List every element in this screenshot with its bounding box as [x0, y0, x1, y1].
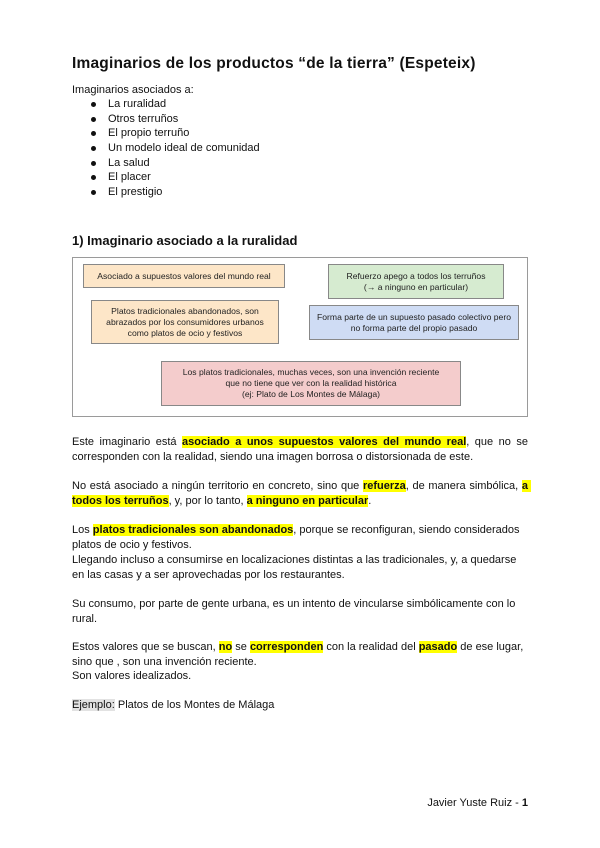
highlighted-text: asociado a unos supuestos valores del mundo real: [182, 436, 467, 448]
diagram-box-text: Refuerzo apego a todos los terruños: [346, 270, 486, 281]
highlighted-text: a ninguno en particular: [246, 495, 369, 507]
list-item: El prestigio: [72, 185, 260, 200]
paragraph-3: [72, 523, 528, 553]
diagram-box-valores: [83, 264, 285, 288]
imaginarios-list: [72, 97, 260, 200]
diagram-box-text: Platos tradicionales abandonados, son abrazados por los consumidores urbanos como platos de ocio y festivos: [106, 305, 264, 338]
text-run: Este imaginario está: [72, 436, 183, 448]
text-run: con la realidad del: [323, 641, 419, 653]
highlighted-text: pasado: [418, 641, 458, 653]
diagram-box-text: (→ a ninguno en particular): [363, 281, 469, 292]
diagram-box-pasado: [309, 305, 519, 340]
page-number: 1: [521, 797, 528, 809]
text-run: , de manera simbólica,: [405, 480, 522, 492]
diagram-box-text: Los platos tradicionales, muchas veces, son una invención reciente: [182, 367, 440, 377]
text-run: .: [368, 495, 372, 507]
list-item: La salud: [72, 156, 260, 171]
footer-author: Javier Yuste Ruiz -: [427, 797, 522, 809]
diagram-box-text: Forma parte de un supuesto pasado colectivo pero no forma parte del propio pasado: [317, 311, 511, 333]
highlighted-text: platos tradicionales son abandonados: [92, 524, 294, 536]
intro-text: Imaginarios asociados a:: [72, 84, 194, 96]
highlighted-text: corresponden: [249, 641, 324, 653]
example-line: [72, 698, 528, 713]
paragraph-2: [72, 479, 532, 509]
concept-diagram: [72, 257, 528, 417]
list-item: La ruralidad: [72, 97, 260, 112]
example-text: Platos de los Montes de Málaga: [114, 699, 275, 711]
list-item: Otros terruños: [72, 112, 260, 127]
highlighted-text: refuerza: [362, 480, 406, 492]
text-run: , que no se corresponden con la realidad, siendo una imagen borrosa o distorsionada de este.: [72, 436, 532, 463]
example-label: Ejemplo:: [72, 699, 115, 711]
highlighted-text: no: [218, 641, 233, 653]
paragraph-4: Llegando incluso a consumirse en localizaciones distintas a las tradicionales, y, a quedarse en las casas y a ser aprovechadas por los restaurantes.: [72, 554, 517, 581]
text-run: Estos valores que se buscan,: [72, 641, 219, 653]
diagram-box-terrunos: [328, 264, 504, 299]
list-item: Un modelo ideal de comunidad: [72, 141, 260, 156]
paragraph-6: [72, 640, 528, 655]
paragraph-7: sino que , son una invención reciente.: [72, 656, 257, 668]
page-title: Imaginarios de los productos “de la tierra” (Espeteix): [72, 55, 476, 72]
text-run: se: [232, 641, 250, 653]
diagram-box-text: (ej: Plato de Los Montes de Málaga): [241, 389, 381, 399]
diagram-box-invencion: [161, 361, 461, 406]
page-footer: [427, 797, 528, 809]
text-run: de ese lugar,: [457, 641, 524, 653]
list-item: El propio terruño: [72, 126, 260, 141]
text-run: No está asociado a ningún territorio en concreto, sino que: [72, 480, 363, 492]
diagram-box-text: que no tiene que ver con la realidad histórica: [225, 378, 397, 388]
paragraph-8: Son valores idealizados.: [72, 670, 192, 682]
diagram-box-platos: [91, 300, 279, 344]
paragraph-1: [72, 435, 532, 465]
list-item: El placer: [72, 170, 260, 185]
paragraph-5: Su consumo, por parte de gente urbana, es un intento de vincularse simbólicamente con lo rural.: [72, 598, 516, 625]
text-run: , porque se reconfiguran, siendo considerados platos de ocio y festivos.: [72, 524, 523, 551]
highlighted-text: a todos los terruños: [72, 480, 532, 507]
diagram-box-text: Asociado a supuestos valores del mundo real: [97, 270, 271, 281]
text-run: , y, por lo tanto,: [168, 495, 247, 507]
text-run: Los: [72, 524, 93, 536]
section-heading: 1) Imaginario asociado a la ruralidad: [72, 233, 298, 248]
